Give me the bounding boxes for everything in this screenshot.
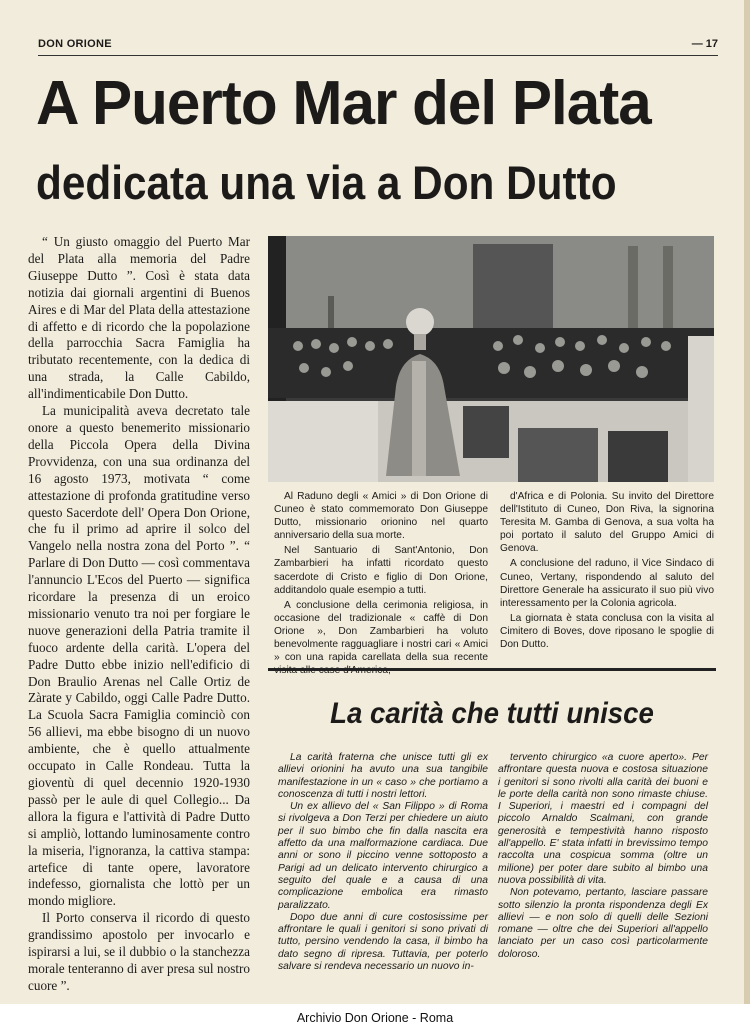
section-paragraph: tervento chirurgico «a cuore aperto». Per affrontare questa nuova e costosa situazione i genitori si sono rivolti alla carità dei buoni e le porte della carità non sono rimaste chiuse. I Superiori, i maestri ed i compagni del piccolo Arnaldo Scalmani, con grande generosità e tempestività hanno risposto all'appello. E' stata infatti in brevissimo tempo raccolta una cospicua somma (oltre un milione) per poter dare subito al bimbo una nuova possibilità di vita.	[498, 752, 708, 886]
running-head	[38, 38, 718, 56]
caption-paragraph: Nel Santuario di Sant'Antonio, Don Zambarbieri ha infatti ricordato questo sacerdote di Cristo e figlio di Don Orione, additandolo quale esempio a tutti.	[274, 545, 488, 596]
caption-paragraph: d'Africa e di Polonia. Su invito del Direttore dell'Istituto di Cuneo, Don Riva, la signorina Teresita M. Gamba di Genova, a sua volta ha poi portato il saluto del Gruppo Amici di Genova.	[500, 491, 714, 555]
header-rule	[38, 55, 718, 56]
article-column-left	[28, 234, 250, 995]
section-paragraph: Non potevamo, pertanto, lasciare passare sotto silenzio la pronta rispondenza degli Ex allievi — e non solo di quelli delle Sezioni romane — oltre che dei Superiori all'appello lanciato per un caso così particolarmente doloroso.	[498, 887, 708, 960]
caption-paragraph: La giornata è stata conclusa con la visita al Cimitero di Boves, dove riposano le spoglie di Don Dutto.	[500, 612, 714, 651]
section-paragraph: Dopo due anni di cure costosissime per affrontare le quali i genitori si sono privati di tutto, persino vendendo la casa, il bimbo ha dato segno di ripresa. Tuttavia, per poterlo salvare si rendeva necessario un nuovo in-	[278, 911, 488, 973]
section-paragraph: La carità fraterna che unisce tutti gli ex allievi orionini ha avuto una sua tangibile manifestazione in un « caso » che portiamo a conoscenza di tutti i nostri lettori.	[278, 752, 488, 800]
section-divider	[268, 668, 716, 671]
photo-illustration	[268, 236, 714, 482]
section-column-right	[498, 752, 708, 961]
article-paragraph: La municipalità aveva decretato tale onore a questo benemerito missionario della Piccola Opera della Divina Provvidenza, con una sua ordinanza del 16 agosto 1973, motivata “ come attestazione di profonda gratitudine verso questo Sacerdote dell' Opera Don Orione, che fu il primo ad aprire il solco del Vangelo nella nostra zona del Porto ”. “ Parlare di Don Dutto — così commentava l'annuncio L'Ecos del Puerto — significa ricordare la presenza di un eroico missionario venuto tra noi per forgiare le nuove generazioni della Patria tramite il fuoco ardente della carità. L'opera del Padre Dutto ebbe inizio nell'edificio di Don Braulio Arenas nel Calle Ortiz de Zàrate y Cabildo, oggi Calle Padre Dutto. La Scuola Sacra Famiglia cominciò con 56 allievi, ma ebbe bisogno di un nuovo ambiente, che è quello attualmente occupato in Calle Rondeau. Tutta la gioventù di quel decennio 1920-1930 passò per le aule di quel Collegio... Da allora la figura e l'attività di Padre Dutto si ampliò, lottando luminosamente contro la miseria, l'ignoranza, la cattiva stampa: artefice di tante opere, lavoratore indefesso, giornalista che lottò per un mondo migliore.	[28, 403, 250, 909]
photo-caption-left	[274, 490, 488, 677]
running-title: DON ORIONE	[38, 38, 112, 50]
archive-footer: Archivio Don Orione - Roma	[0, 1004, 750, 1033]
section-paragraph: Un ex allievo del « San Filippo » di Roma si rivolgeva a Don Terzi per chiedere un aiuto per il suo bimbo che fin dalla nascita era affetto da una malformazione cardiaca. Due anni or sono il piccino venne sottoposto a Parigi ad un delicato intervento chirurgico a seguito del quale e a causa di una complicazione embolica era rimasto paralizzato.	[278, 801, 488, 911]
photo-congregation	[268, 236, 714, 482]
caption-paragraph: A conclusione della cerimonia religiosa, in occasione del tradizionale « caffè di Don Orione », Don Zambarbieri ha voluto benevolmente ragguagliare i nostri cari « Amici » con una rapida carellata della sua recente	[274, 599, 488, 664]
article-paragraph: Il Porto conserva il ricordo di questo grandissimo apostolo per invocarlo e ispirarsi a lui, se il dubbio o la stanchezza morale tenteranno di aver presa sul nostro cuore ”.	[28, 910, 250, 993]
headline-line-1: A Puerto Mar del Plata	[36, 69, 651, 138]
caption-paragraph: Al Raduno degli « Amici » di Don Orione di Cuneo è stato commemorato Don Giuseppe Dutto, missionario orionino nel quarto anniversario della sua morte.	[274, 491, 488, 542]
section-subheading: La carità che tutti unisce	[330, 697, 654, 730]
headline-line-2: dedicata una via a Don Dutto	[36, 156, 617, 209]
page-edge	[744, 0, 750, 1004]
article-paragraph: “ Un giusto omaggio del Puerto Mar del Plata alla memoria del Padre Giuseppe Dutto ”. Così è stata data notizia dai giornali argentini di Buenos Aires e di Mar del Plata della attestazione di affetto e di ricordo che la popolazione della parrocchia Sacra Famiglia ha tributato recentemente, con la dedica di una strada, la Calle Cabildo, all'indimenticabile Don Dutto.	[28, 234, 250, 402]
photo-caption-right	[500, 490, 714, 651]
section-column-left	[278, 752, 488, 973]
caption-paragraph: A conclusione del raduno, il Vice Sindaco di Cuneo, Vertany, rispondendo al saluto del Direttore Generale ha assicurato il suo più vivo interessamento per la Colonia agricola.	[500, 558, 714, 609]
page-number: — 17	[691, 38, 718, 50]
